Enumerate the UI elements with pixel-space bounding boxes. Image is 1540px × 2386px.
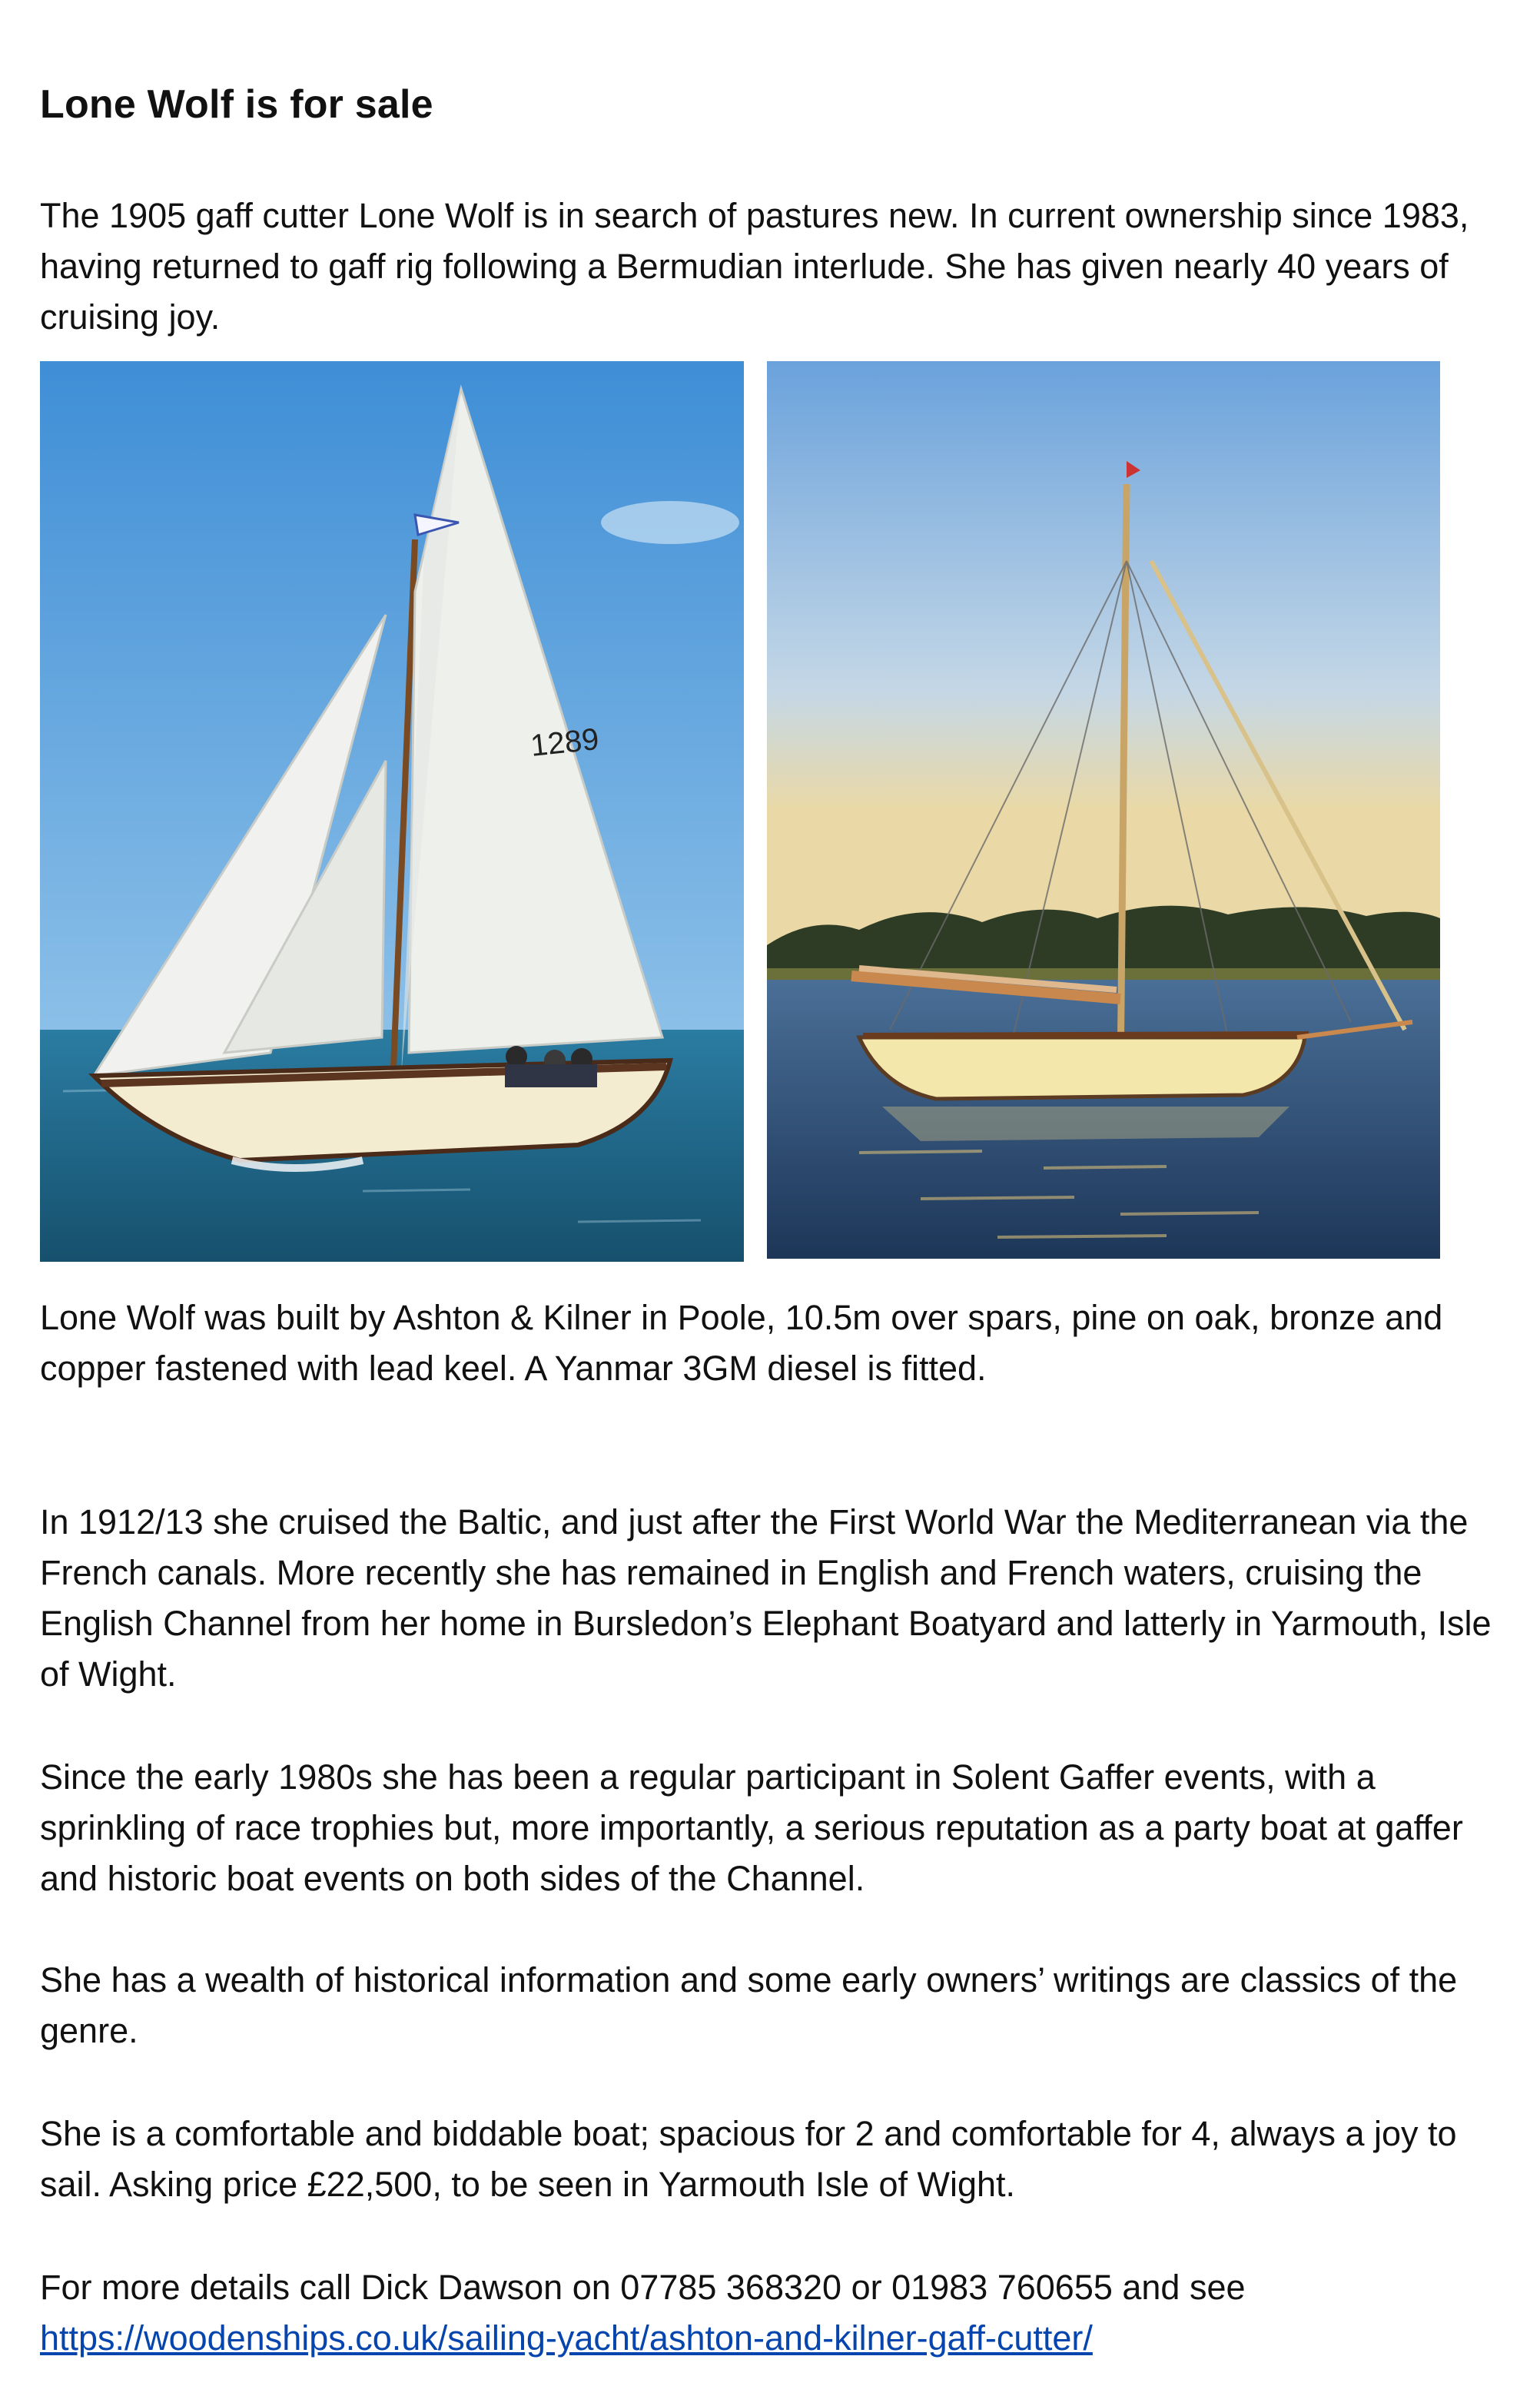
photo-row [40, 361, 1500, 1268]
intro-paragraph: The 1905 gaff cutter Lone Wolf is in search of pastures new. In current ownership since 1983, having returned to gaff rig following a Bermudian interlude. She has given nearly 40 years of cruising joy. [40, 196, 1469, 337]
history-paragraph: In 1912/13 she cruised the Baltic, and just after the First World War the Mediterranean via the French canals. More recently she has remained in English and French waters, cruising the English Channel from her home in Bursledon’s Elephant Boatyard and latterly in Yarmouth, Isle of Wight. [40, 1502, 1492, 1694]
info-paragraph: She has a wealth of historical information and some early owners’ writings are classics of the genre. [40, 1960, 1458, 2050]
sail-number: 1289 [529, 722, 601, 763]
moored-cutter-image [767, 361, 1440, 1259]
listing-link[interactable]: https://woodenships.co.uk/sailing-yacht/ashton-and-kilner-gaff-cutter/ [40, 2318, 1093, 2358]
photo-sailing-cutter [40, 361, 744, 1262]
photo-moored-cutter [767, 361, 1440, 1259]
sailing-cutter-image [40, 361, 744, 1262]
contact-text: For more details call Dick Dawson on 07785 368320 or 01983 760655 and see [40, 2268, 1246, 2307]
document-page [40, 80, 1500, 2358]
comfort-paragraph: She is a comfortable and biddable boat; spacious for 2 and comfortable for 4, always a joy to sail. Asking price £22,500, to be seen in Yarmouth Isle of Wight. [40, 2114, 1457, 2204]
events-paragraph: Since the early 1980s she has been a regular participant in Solent Gaffer events, with a sprinkling of race trophies but, more importantly, a serious reputation as a party boat at gaffer and historic boat events on both sides of the Channel. [40, 1757, 1463, 1898]
built-paragraph: Lone Wolf was built by Ashton & Kilner in Poole, 10.5m over spars, pine on oak, bronze and copper fastened with lead keel. A Yanmar 3GM diesel is fitted. [40, 1298, 1443, 1388]
contact-paragraph [40, 2262, 1500, 2364]
page-title: Lone Wolf is for sale [40, 82, 433, 127]
